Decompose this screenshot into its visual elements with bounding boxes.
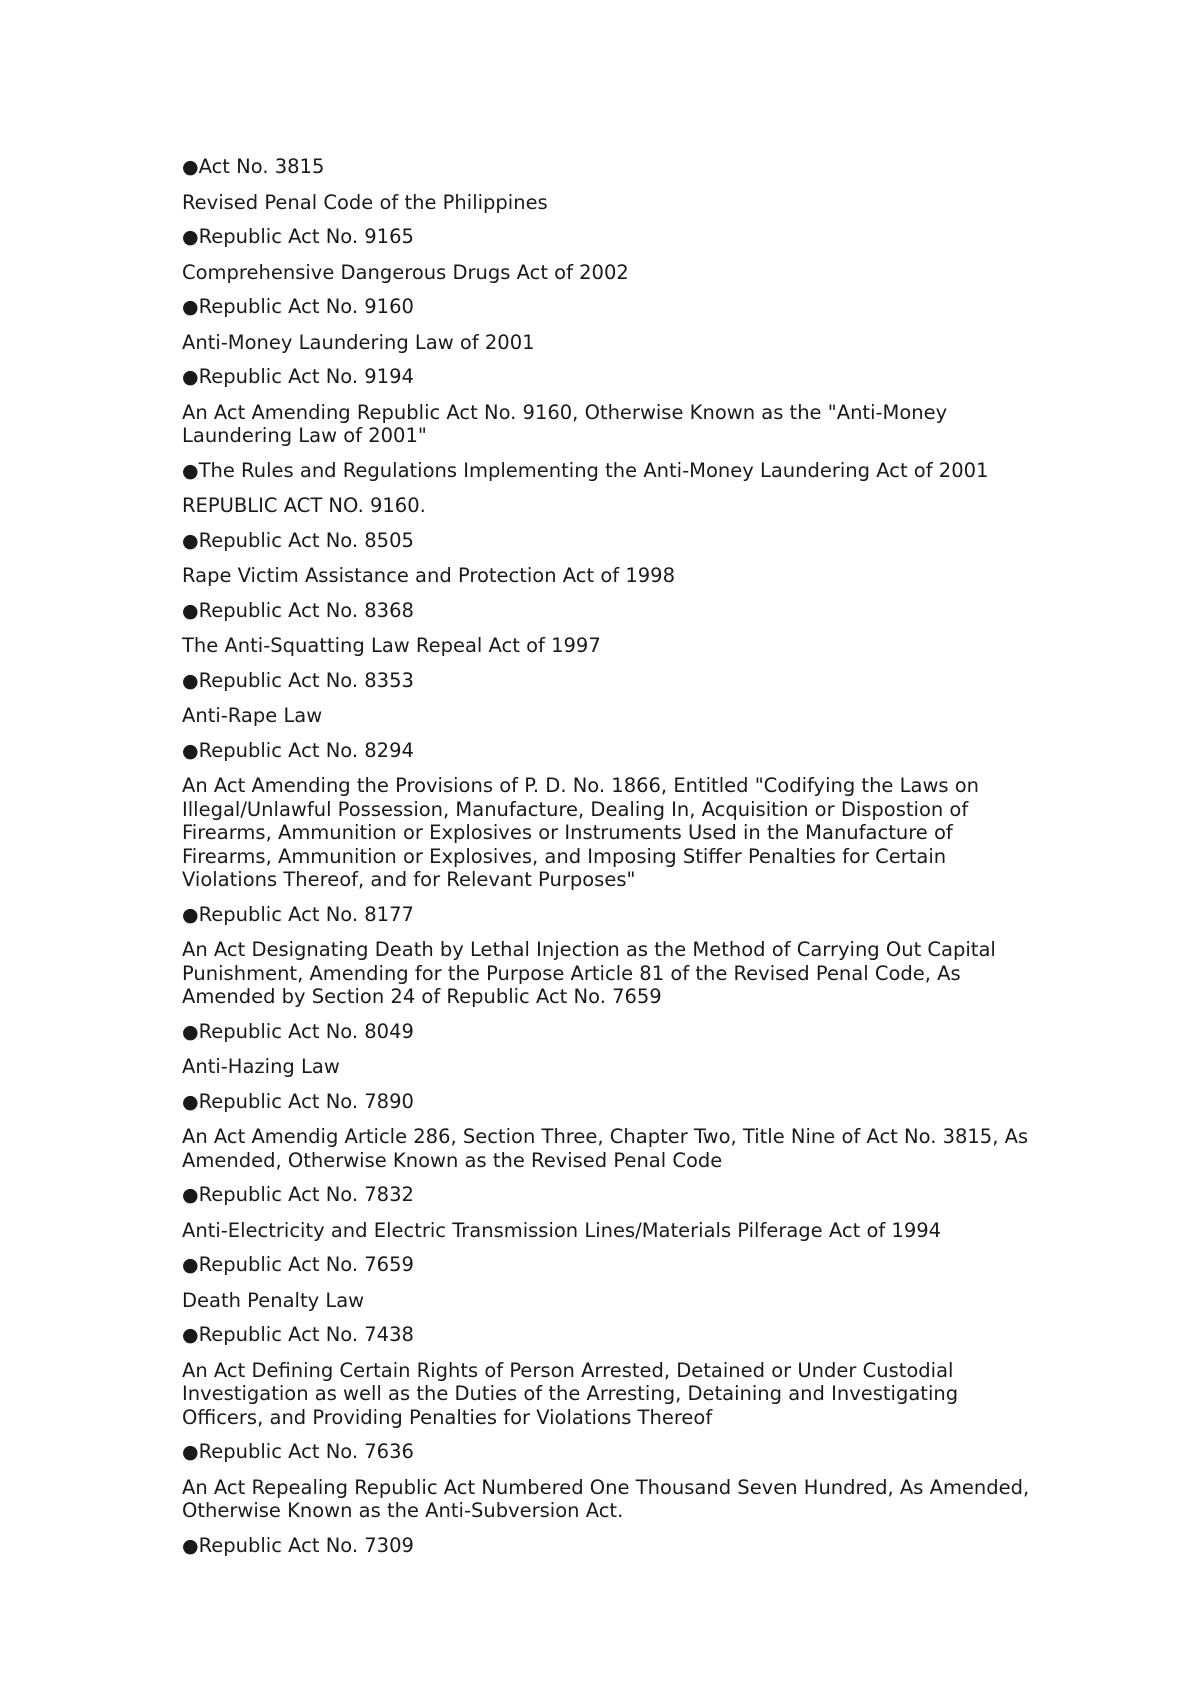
act-description: An Act Amending the Provisions of P. D. No. 1866, Entitled "Codifying the Laws on Illegal/Unlawful Possession, Manufacture, Dealing In, Acquisition or Dispostion of Firearms, Ammunition or Explosives or Instruments Used in the Manufacture of Firearms, Ammunition or Explosives, and Imposing Stiffer Penalties for Certain Violations Thereof, and for Relevant Purposes" (182, 774, 980, 891)
list-item (182, 1020, 1042, 1079)
act-number: ●Republic Act No. 8505 (182, 528, 414, 552)
bullet-icon: ● (182, 1324, 199, 1346)
act-number: ●The Rules and Regulations Implementing the Anti-Money Laundering Act of 2001 (182, 458, 989, 482)
act-description: Revised Penal Code of the Philippines (182, 190, 548, 214)
act-number: ●Republic Act No. 8353 (182, 668, 414, 692)
bullet-icon: ● (182, 1254, 199, 1276)
act-number: ●Republic Act No. 9194 (182, 365, 414, 388)
act-number: ●Republic Act No. 8177 (182, 902, 414, 926)
bullet-icon: ● (182, 226, 199, 248)
bullet-icon: ● (182, 156, 199, 178)
act-description: The Anti-Squatting Law Repeal Act of 1997 (182, 634, 601, 657)
act-number: ●Republic Act No. 9165 (182, 225, 414, 248)
bullet-icon: ● (182, 1020, 199, 1043)
list-item (182, 459, 1042, 518)
bullet-icon: ● (182, 1534, 199, 1557)
act-number: ●Republic Act No. 8049 (182, 1019, 414, 1043)
act-description: An Act Amending Republic Act No. 9160, Otherwise Known as the "Anti-Money Laundering Law of 2001" (182, 400, 948, 447)
list-item (182, 155, 1042, 214)
list-item (182, 529, 1042, 588)
act-number: ●Republic Act No. 7636 (182, 1440, 414, 1463)
act-description: Comprehensive Dangerous Drugs Act of 2002 (182, 260, 629, 284)
act-list (182, 155, 1042, 1569)
act-description: REPUBLIC ACT NO. 9160. (182, 494, 426, 517)
list-item (182, 669, 1042, 728)
bullet-icon: ● (182, 529, 199, 552)
bullet-icon: ● (182, 459, 199, 482)
act-number: ●Republic Act No. 8294 (182, 738, 414, 762)
list-item (182, 1323, 1042, 1429)
act-description: Rape Victim Assistance and Protection Act of 1998 (182, 564, 675, 587)
act-description: An Act Repealing Republic Act Numbered One Thousand Seven Hundred, As Amended, Otherwise Known as the Anti-Subversion Act. (182, 1475, 1030, 1522)
act-number: ●Republic Act No. 7438 (182, 1323, 414, 1346)
bullet-icon: ● (182, 599, 199, 622)
list-item (182, 599, 1042, 658)
list-item (182, 739, 1042, 892)
bullet-icon: ● (182, 903, 199, 926)
act-description: An Act Defining Certain Rights of Person Arrested, Detained or Under Custodial Investigation as well as the Duties of the Arresting, Detaining and Investigating Officers, and Providing Penalties for Violations Thereof (182, 1358, 959, 1429)
bullet-icon: ● (182, 1184, 199, 1206)
list-item (182, 1440, 1042, 1523)
bullet-icon: ● (182, 739, 199, 762)
act-description: An Act Designating Death by Lethal Injection as the Method of Carrying Out Capital Punishment, Amending for the Purpose Article 81 of the Revised Penal Code, As Amended by Section 24 of Republic Act No. 7659 (182, 938, 996, 1008)
act-description: Anti-Electricity and Electric Transmission Lines/Materials Pilferage Act of 1994 (182, 1218, 942, 1242)
act-number: ●Republic Act No. 8368 (182, 598, 414, 622)
list-item (182, 903, 1042, 1009)
act-number: ●Republic Act No. 7890 (182, 1089, 414, 1113)
act-number: ●Republic Act No. 7832 (182, 1183, 414, 1206)
list-item (182, 365, 1042, 448)
bullet-icon: ● (182, 296, 199, 318)
list-item (182, 295, 1042, 354)
act-description: Death Penalty Law (182, 1288, 365, 1312)
bullet-icon: ● (182, 669, 199, 692)
list-item (182, 1253, 1042, 1312)
bullet-icon: ● (182, 1090, 199, 1113)
list-item (182, 1183, 1042, 1242)
act-number: ●Republic Act No. 7659 (182, 1253, 414, 1276)
bullet-icon: ● (182, 366, 199, 388)
bullet-icon: ● (182, 1441, 199, 1463)
act-description: Anti-Rape Law (182, 704, 323, 727)
act-description: Anti-Money Laundering Law of 2001 (182, 330, 535, 354)
act-description: Anti-Hazing Law (182, 1055, 340, 1078)
list-item (182, 1534, 1042, 1559)
act-number: ●Republic Act No. 7309 (182, 1533, 414, 1557)
list-item (182, 225, 1042, 284)
list-item (182, 1090, 1042, 1173)
act-number: ●Act No. 3815 (182, 155, 325, 178)
act-number: ●Republic Act No. 9160 (182, 295, 414, 318)
act-description: An Act Amendig Article 286, Section Three, Chapter Two, Title Nine of Act No. 3815, As Amended, Otherwise Known as the Revised Penal Code (182, 1125, 1029, 1172)
